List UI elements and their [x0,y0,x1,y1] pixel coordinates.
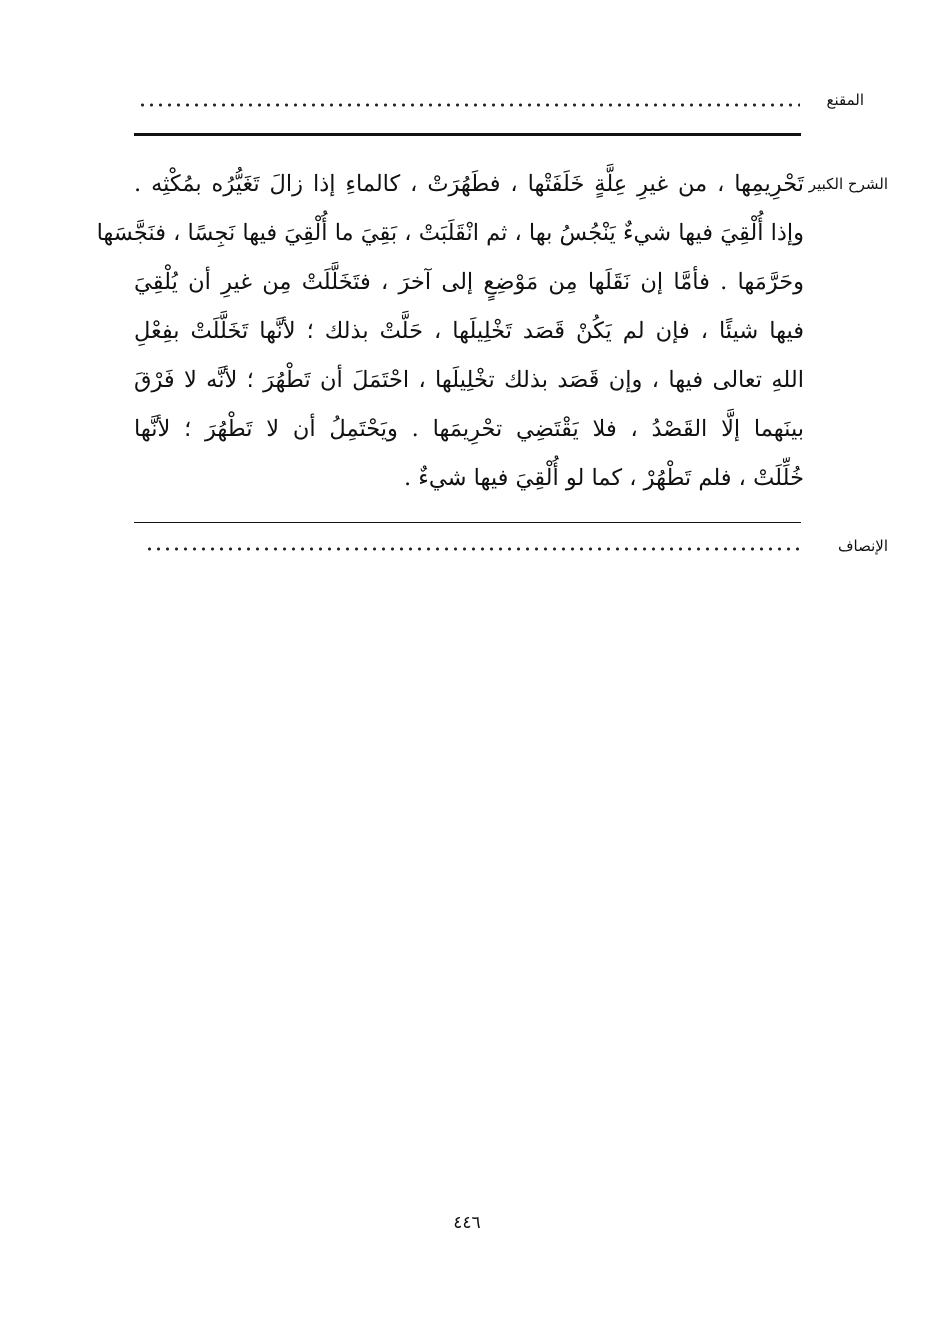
commentary-line-6: بينَهما إلَّا القَصْدُ ، فلا يَقْتَضِي تحْرِيمَها . ويَحْتَمِلُ أن لا تَطْهُرَ ؛ لأنَّها [134,416,804,442]
commentary-line-1: تَحْرِيمِها ، من غيرِ عِلَّةٍ خَلَفَتْها ، فطَهُرَتْ ، كالماءِ إذا زالَ تَغَيُّرُه بمُكْثِه . [134,171,804,197]
muqni-dotted-placeholder [138,102,800,108]
sharh-label: الشرح الكبير [808,175,888,193]
page-number: ٤٤٦ [453,1213,481,1233]
top-divider [134,133,801,136]
commentary-line-2: وإذا أُلْقِيَ فيها شيءٌ يَنْجُسُ بها ، ثم انْقَلَبَتْ ، بَقِيَ ما أُلْقِيَ فيها نَجِسًا ، فنَجَّسَها [96,220,804,246]
commentary-text [96,160,804,503]
commentary-line-3: وحَرَّمَها . فأمَّا إن نَقَلَها مِن مَوْضِعٍ إلى آخرَ ، فتَخَلَّلَتْ مِن غيرِ أن يُلْقِيَ [134,269,804,295]
commentary-line-4: فيها شيئًا ، فإن لم يَكُنْ قَصَد تَخْلِيلَها ، حَلَّتْ بذلك ؛ لأنَّها تَخَلَّلَتْ بفِعْلِ [134,318,804,344]
commentary-line-7: خُلِّلَتْ ، فلم تَطْهُرْ ، كما لو أُلْقِيَ فيها شيءٌ . [403,465,804,491]
commentary-line-5: اللهِ تعالى فيها ، وإن قَصَد بذلك تخْلِيلَها ، احْتَمَلَ أن تَطْهُرَ ؛ لأنَّه لا فَرْقَ [134,367,804,393]
muqni-label: المقنع [826,91,864,109]
insaf-dotted-placeholder [145,546,800,552]
bottom-divider [134,522,801,523]
insaf-label: الإنصاف [837,537,888,555]
